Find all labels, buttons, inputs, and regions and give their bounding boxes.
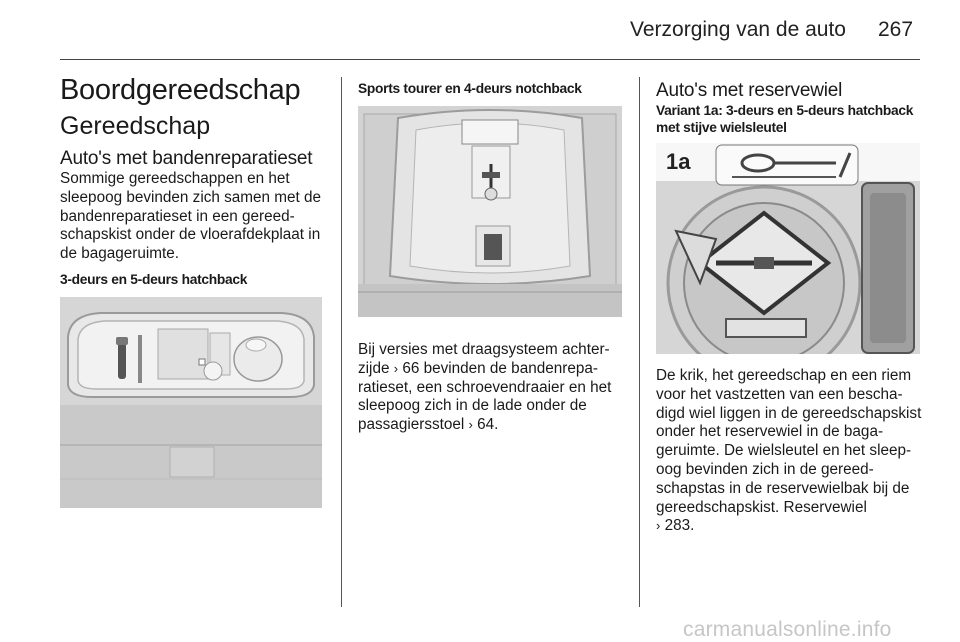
figure-spare-wheel-tools [656,143,920,354]
column-1 [60,72,328,508]
column-2 [358,80,626,435]
figure-caption-heading: Sports tourer en 4-deurs notchback [358,81,582,96]
body-paragraph: De krik, het gereedschap en een riem voor het vastzetten van een beschadigd wiel liggen in de gereedschapskist onder het reservewiel in de bagageruimte. De wielsleutel en het sleepoog bevinden zich in de gereedschapstas in de reservewielbak bij de gereedschapskist. Reservewiel › 283. [656,367,922,535]
topic-heading: Auto's met reservewiel [656,80,843,101]
figure-sports-tourer-toolbox [358,106,622,317]
page-ref-arrow-icon: › [656,518,661,534]
figure-spare-wheel-illustration [656,143,920,354]
page-ref-arrow-icon: › [393,360,399,376]
section-heading: Boordgereedschap [60,74,301,106]
running-header-title: Verzorging van de auto [630,18,846,41]
figure-caption-heading: 3-deurs en 5-deurs hatchback [60,271,248,287]
figure-hatchback-toolbox [60,297,322,508]
topic-heading: Auto's met bandenreparatieset [60,148,313,169]
subsection-heading: Gereedschap [60,112,211,140]
figure-label: 1a [666,149,691,174]
page-ref-link-283[interactable]: 283 [664,517,691,535]
page-ref-link-66[interactable]: 66 [402,359,420,377]
column-3 [656,80,920,536]
page-number: 267 [878,18,914,41]
column-divider-1 [341,77,342,607]
figure-caption-heading: Variant 1a: 3-deurs en 5-deurs hatchback met stijve wielsleutel [656,103,914,135]
body-paragraph: Bij versies met draagsysteem achterzijde › 66 bevinden de bandenreparatieset, een schroevendraaier en het sleepoog zich in de lade onder de passagiersstoel › 64. [358,341,612,434]
figure-sports-tourer-illustration [358,106,622,317]
body-paragraph: Sommige gereedschappen en het sleepoog bevinden zich samen met de bandenreparatieset in een gereedschapskist onder de vloerafdekplaat in de bagageruimte. [60,170,322,263]
figure-hatchback-illustration [60,297,322,508]
page-ref-link-64[interactable]: 64 [477,416,495,434]
watermark: carmanualsonline.info [683,618,892,641]
page-ref-arrow-icon: › [468,417,473,433]
header-rule [60,59,920,60]
column-divider-2 [639,77,640,607]
